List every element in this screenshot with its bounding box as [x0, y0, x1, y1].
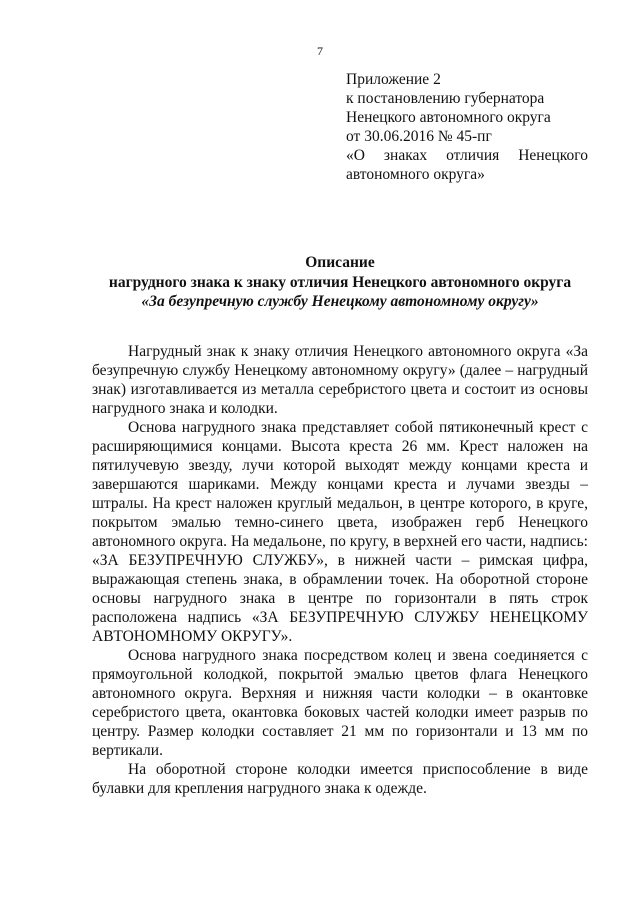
appendix-line: Ненецкого автономного округа — [346, 109, 551, 126]
page-number: 7 — [317, 44, 323, 58]
appendix-word: отличия — [446, 147, 500, 164]
title-line-italic: «За безупречную службу Ненецкому автономному округу» — [141, 293, 539, 310]
appendix-word: «О — [346, 147, 365, 164]
body-paragraph: Основа нагрудного знака представляет собой пятиконечный крест с расширяющимися концами. Высота креста 26 мм. Крест наложен на пятилучевую звезду, лучи которой выходят между концами креста и завершаются шариками. Между концами креста и лучами звезды – штралы. На крест наложен круглый медальон, в центре которого, в круге, покрытом эмалью темно-синего цвета, изображен герб Ненецкого автономного округа. На медальоне, по кругу, в верхней его части, надпись: «ЗА БЕЗУПРЕЧНУЮ СЛУЖБУ», в нижней части – римская цифра, выражающая степень знака, в обрамлении точек. На оборотной стороне основы нагрудного знака в центре по горизонтали в пять строк расположена надпись «ЗА БЕЗУПРЕЧНУЮ СЛУЖБУ НЕНЕЦКОМУ АВТОНОМНОМУ ОКРУГУ». — [92, 419, 588, 645]
appendix-header — [346, 70, 588, 184]
appendix-line: к постановлению губернатора — [346, 90, 545, 107]
appendix-line: от 30.06.2016 № 45-пг — [346, 128, 492, 145]
document-title — [80, 253, 600, 312]
body-paragraph: Нагрудный знак к знаку отличия Ненецкого автономного округа «За безупречную службу Ненецкому автономному округу» (далее – нагрудный знак) изготавливается из металла серебристого цвета и состоит из основы нагрудного знака и колодки. — [92, 343, 588, 417]
body-paragraph: Основа нагрудного знака посредством колец и звена соединяется с прямоугольной колодкой, покрытой эмалью цветов флага Ненецкого автономного округа. Верхняя и нижняя части колодки – в окантовке серебристого цвета, окантовка боковых частей колодки имеет разрыв по центру. Размер колодки составляет 21 мм по горизонтали и 13 мм по вертикали. — [92, 647, 588, 759]
appendix-line: Приложение 2 — [346, 71, 441, 88]
appendix-word: знаках — [383, 147, 428, 164]
appendix-line: автономного округа» — [346, 166, 485, 183]
appendix-word: Ненецкого — [518, 147, 588, 164]
title-line: Описание — [305, 254, 375, 271]
appendix-line-justified — [346, 146, 588, 165]
document-body — [92, 342, 588, 798]
body-paragraph: На оборотной стороне колодки имеется приспособление в виде булавки для крепления нагрудного знака к одежде. — [92, 761, 588, 797]
title-line: нагрудного знака к знаку отличия Ненецкого автономного округа — [108, 273, 572, 291]
